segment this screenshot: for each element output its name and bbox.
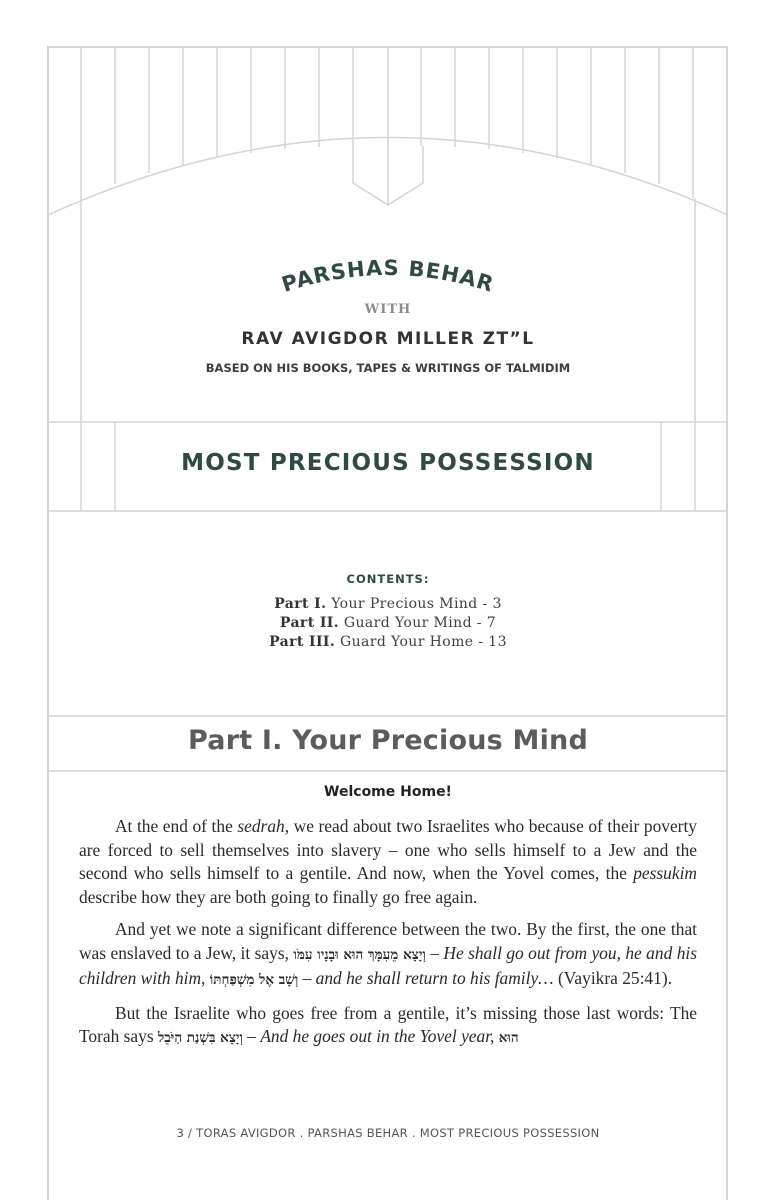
with-label: WITH (364, 302, 412, 317)
toc-part: Part II. (279, 615, 340, 631)
toc-title: Guard Your Mind - 7 (343, 615, 497, 631)
parsha-title: PARSHAS BEHAR (278, 255, 498, 297)
toc-item[interactable] (0, 634, 776, 650)
section-subheading: Welcome Home! (324, 784, 452, 800)
hebrew-quote: הוּא (498, 1030, 519, 1046)
section-heading: Part I. Your Precious Mind (188, 725, 588, 756)
paragraph: But the Israelite who goes free from a gentile, it’s missing those last words: The Torah says וְיָצָא בִּשְׁנַת הַיֹּבֵל – And he goes out in the Yovel year, הוּא (79, 1002, 697, 1046)
toc-title: Guard Your Home - 13 (340, 634, 507, 650)
paragraph: And yet we note a significant difference between the two. By the first, the one that was enslaved to a Jew, it says, וְיָצָא מֵעִמָּךְ הוּא וּבָנָיו עִמֹּו – He shall go out from you, he and his children with him, וְשָׁב אֶל מִשְׁפַּחְתּוֹ – and he shall return to his family… (Vayikra 25:41). (79, 919, 697, 988)
toc-part: Part I. (274, 596, 327, 612)
main-title: MOST PRECIOUS POSSESSION (181, 450, 595, 476)
hebrew-quote: וְשָׁב אֶל מִשְׁפַּחְתּוֹ (209, 972, 299, 988)
toc-item[interactable] (0, 596, 776, 612)
based-on-subtitle: BASED ON HIS BOOKS, TAPES & WRITINGS OF TALMIDIM (205, 361, 571, 375)
contents-label: CONTENTS: (346, 572, 430, 586)
page-footer: 3 / TORAS AVIGDOR . PARSHAS BEHAR . MOST PRECIOUS POSSESSION (176, 1126, 600, 1140)
body-text (79, 815, 697, 1051)
paragraph: At the end of the sedrah, we read about two Israelites who because of their poverty are forced to sell themselves into slavery – one who sells himself to a Jew and the second who sells himself to a gentile. And now, when the Yovel comes, the pessukim describe how they are both going to finally go free again. (79, 816, 697, 907)
hebrew-quote: וְיָצָא מֵעִמָּךְ הוּא וּבָנָיו עִמֹּו (293, 946, 426, 963)
toc-part: Part III. (269, 634, 336, 650)
rav-name: RAV AVIGDOR MILLER ZT”L (241, 329, 535, 349)
hebrew-quote: וְיָצָא בִּשְׁנַת הַיֹּבֵל (157, 1030, 243, 1046)
toc-item[interactable] (0, 615, 776, 631)
toc-title: Your Precious Mind - 3 (331, 596, 502, 612)
